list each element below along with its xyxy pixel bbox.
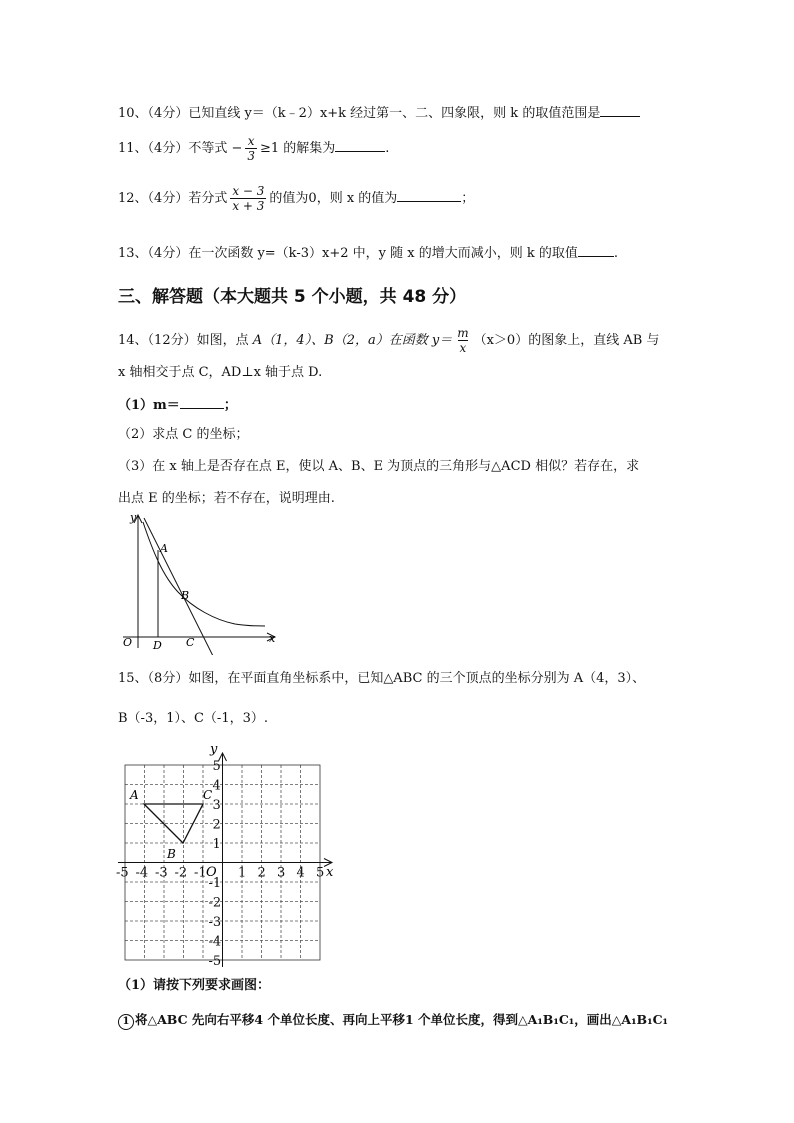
question-11: 11、（4分）不等式 − $\frac{x}{3}$ ≥1 的解集为 .	[118, 134, 390, 163]
y-tick-label: -5	[208, 954, 222, 969]
y-tick-label: -2	[208, 895, 222, 911]
y-tick-label: 3	[212, 798, 221, 813]
vertex-c: C	[203, 788, 213, 802]
y-tick-label: -1	[208, 876, 222, 891]
question-15-part1: （1）请按下列要求画图：	[118, 978, 271, 993]
x-tick-label: -1	[194, 865, 207, 881]
x-tick-label: 3	[277, 865, 286, 881]
question-15-line1: 15、（8分）如图，在平面直角坐标系中，已知△ABC 的三个顶点的坐标分别为 A（4，3）、	[118, 671, 646, 686]
answer-blank	[180, 396, 224, 409]
question-12: 12、（4分）若分式 $\frac{x - 3}{x + 3}$ 的值为0，则 x 的值为 ；	[118, 184, 475, 213]
y-tick-label: 2	[212, 817, 221, 833]
answer-blank	[397, 189, 461, 202]
hyperbola-curve	[143, 522, 265, 626]
figure-14	[115, 510, 285, 655]
x-tick-label: -5	[116, 865, 129, 881]
question-14-part1: （1）m＝ ；	[118, 398, 237, 413]
y-tick-label: 4	[212, 778, 221, 794]
question-10: 10、（4分）已知直线 y＝（k﹣2）x+k 经过第一、二、四象限，则 k 的取值范围是	[118, 104, 640, 123]
label-a: A	[160, 542, 168, 555]
section-heading: 三、解答题（本大题共 5 个小题，共 48 分）	[118, 287, 467, 307]
question-14-line2: x 轴相交于点 C，AD⊥x 轴于点 D.	[118, 365, 323, 380]
circled-number: 1	[118, 1014, 134, 1030]
answer-blank	[335, 139, 385, 152]
y-tick-label: -3	[208, 915, 222, 930]
label-y: y	[130, 511, 137, 524]
vertex-b: B	[167, 847, 176, 861]
question-14-line1: 14、（12分）如图，点 A（1，4）、B（2，a）在函数 y＝ $\frac{m}{x}$ （x＞0）的图象上，直线 AB 与	[118, 326, 660, 355]
y-axis-label: y	[210, 742, 218, 757]
y-tick-label: -4	[208, 934, 222, 950]
answer-blank	[578, 244, 614, 257]
x-tick-label: 2	[257, 865, 266, 881]
fraction: $\frac{m}{x}$	[457, 326, 469, 355]
line-ab	[144, 518, 213, 655]
x-tick-label: 4	[296, 865, 305, 881]
question-14-part2: （2）求点 C 的坐标；	[118, 427, 249, 442]
y-tick-label: 1	[212, 837, 221, 852]
label-d: D	[153, 639, 162, 652]
label-c: C	[186, 636, 195, 649]
origin-label: O	[206, 865, 217, 880]
y-tick-label: 5	[212, 759, 221, 774]
vertex-a: A	[130, 788, 139, 802]
question-14-part3a: （3）在 x 轴上是否存在点 E，使以 A、B、E 为顶点的三角形与△ACD 相似？若存在，求	[118, 459, 640, 474]
x-tick-label: -2	[174, 865, 188, 881]
x-tick-label: 1	[238, 865, 247, 881]
question-14-part3b: 出点 E 的坐标；若不存在，说明理由.	[118, 491, 335, 506]
label-b: B	[181, 589, 190, 602]
question-15-item1: 1 将△ABC 先向右平移4 个单位长度、再向上平移1 个单位长度，得到△A₁B₁C₁，画出△A₁B₁C₁	[118, 1011, 668, 1030]
x-tick-label: 5	[316, 865, 325, 881]
fraction: $\frac{x}{3}$	[247, 134, 255, 163]
answer-blank	[600, 104, 640, 117]
x-tick-label: -3	[155, 865, 168, 881]
label-o: O	[123, 636, 133, 649]
x-axis-label: x	[326, 865, 334, 880]
x-tick-label: -4	[135, 865, 149, 881]
question-15-line2: B（-3，1）、C（-1，3）.	[118, 711, 269, 726]
figure-15-grid	[110, 735, 345, 970]
question-13: 13、（4分）在一次函数 y=（k-3）x+2 中，y 随 x 的增大而减小，则 k 的取值 .	[118, 246, 618, 261]
fraction: $\frac{x - 3}{x + 3}$	[232, 184, 265, 213]
label-x: x	[269, 632, 276, 645]
